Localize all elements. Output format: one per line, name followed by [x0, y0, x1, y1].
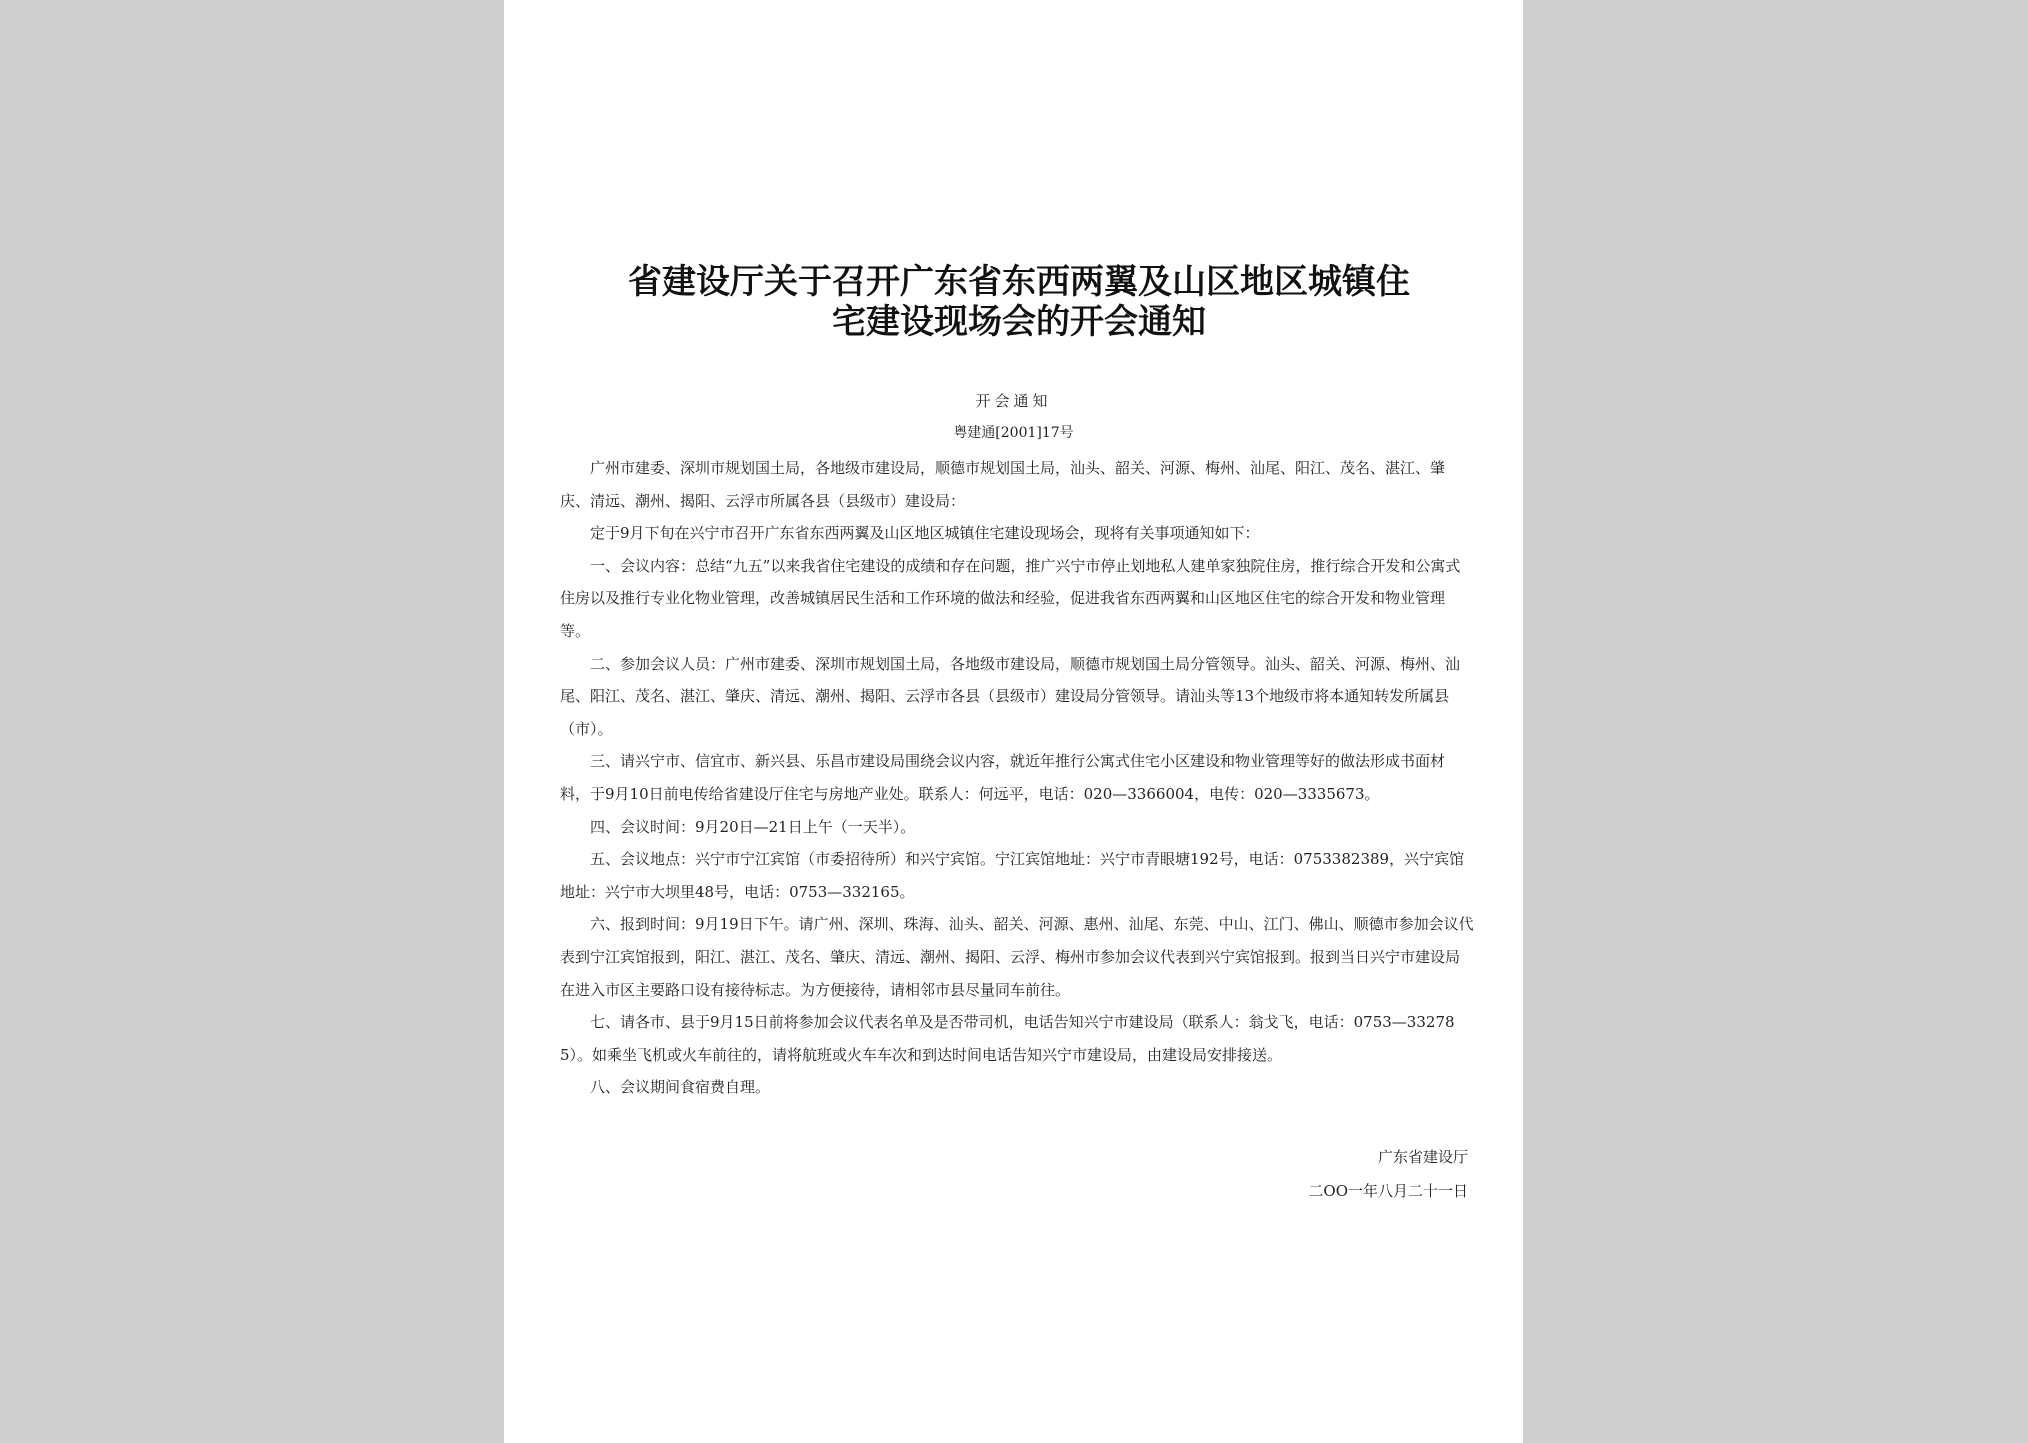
document-number: 粤建通[2001]17号: [953, 425, 1074, 441]
item-paragraph-6: 六、报到时间：9月19日下午。请广州、深圳、珠海、汕头、韶关、河源、惠州、汕尾、东莞、中山、江门、佛山、顺德市参加会议代表到宁江宾馆报到，阳江、湛江、茂名、肇庆、清远、潮州、揭阳、云浮、梅州市参加会议代表到兴宁宾馆报到。报到当日兴宁市建设局在进入市区主要路口设有接待标志。为方便接待，请相邻市县尽量同车前往。: [560, 915, 1474, 999]
item-paragraph-3: 三、请兴宁市、信宜市、新兴县、乐昌市建设局围绕会议内容，就近年推行公寓式住宅小区建设和物业管理等好的做法形成书面材料，于9月10日前电传给省建设厅住宅与房地产业处。联系人：何远平，电话：020—3366004，电传：020—3335673。: [560, 752, 1446, 803]
document-subtitle: 开会通知: [975, 392, 1052, 410]
intro-paragraph: 定于9月下旬在兴宁市召开广东省东西两翼及山区地区城镇住宅建设现场会，现将有关事项通知如下：: [590, 524, 1260, 543]
item-paragraph-7: 七、请各市、县于9月15日前将参加会议代表名单及是否带司机，电话告知兴宁市建设局（联系人：翁戈飞，电话：0753—332785）。如乘坐飞机或火车前往的，请将航班或火车车次和到达时间电话告知兴宁市建设局，由建设局安排接送。: [560, 1013, 1455, 1064]
item-paragraph-1: 一、会议内容：总结“九五”以来我省住宅建设的成绩和存在问题，推广兴宁市停止划地私人建单家独院住房，推行综合开发和公寓式住房以及推行专业化物业管理，改善城镇居民生活和工作环境的做法和经验，促进我省东西两翼和山区地区住宅的综合开发和物业管理等。: [560, 556, 1461, 640]
document-title: [594, 262, 1444, 342]
addressee-paragraph: 广州市建委、深圳市规划国土局，各地级市建设局，顺德市规划国土局，汕头、韶关、河源、梅州、汕尾、阳江、茂名、湛江、肇庆、清远、潮州、揭阳、云浮市所属各县（县级市）建设局：: [560, 459, 1446, 510]
item-paragraph-8: 八、会议期间食宿费自理。: [590, 1078, 771, 1097]
item-paragraph-4: 四、会议时间：9月20日—21日上午（一天半）。: [590, 817, 916, 836]
title-line-2: 宅建设现场会的开会通知: [832, 302, 1206, 342]
document-page: [504, 0, 1523, 1443]
title-line-1: 省建设厅关于召开广东省东西两翼及山区地区城镇住: [628, 262, 1410, 302]
signature-organization: 广东省建设厅: [1377, 1148, 1468, 1166]
signature-date: 二OO一年八月二十一日: [1308, 1182, 1468, 1200]
item-paragraph-2: 二、参加会议人员：广州市建委、深圳市规划国土局，各地级市建设局，顺德市规划国土局分管领导。汕头、韶关、河源、梅州、汕尾、阳江、茂名、湛江、肇庆、清远、潮州、揭阳、云浮市各县（县级市）建设局分管领导。请汕头等13个地级市将本通知转发所属县（市）。: [560, 654, 1461, 738]
item-paragraph-5: 五、会议地点：兴宁市宁江宾馆（市委招待所）和兴宁宾馆。宁江宾馆地址：兴宁市青眼塘192号，电话：0753382389，兴宁宾馆地址：兴宁市大坝里48号，电话：0753—332165。: [560, 850, 1465, 901]
document-body: [560, 452, 1474, 1104]
